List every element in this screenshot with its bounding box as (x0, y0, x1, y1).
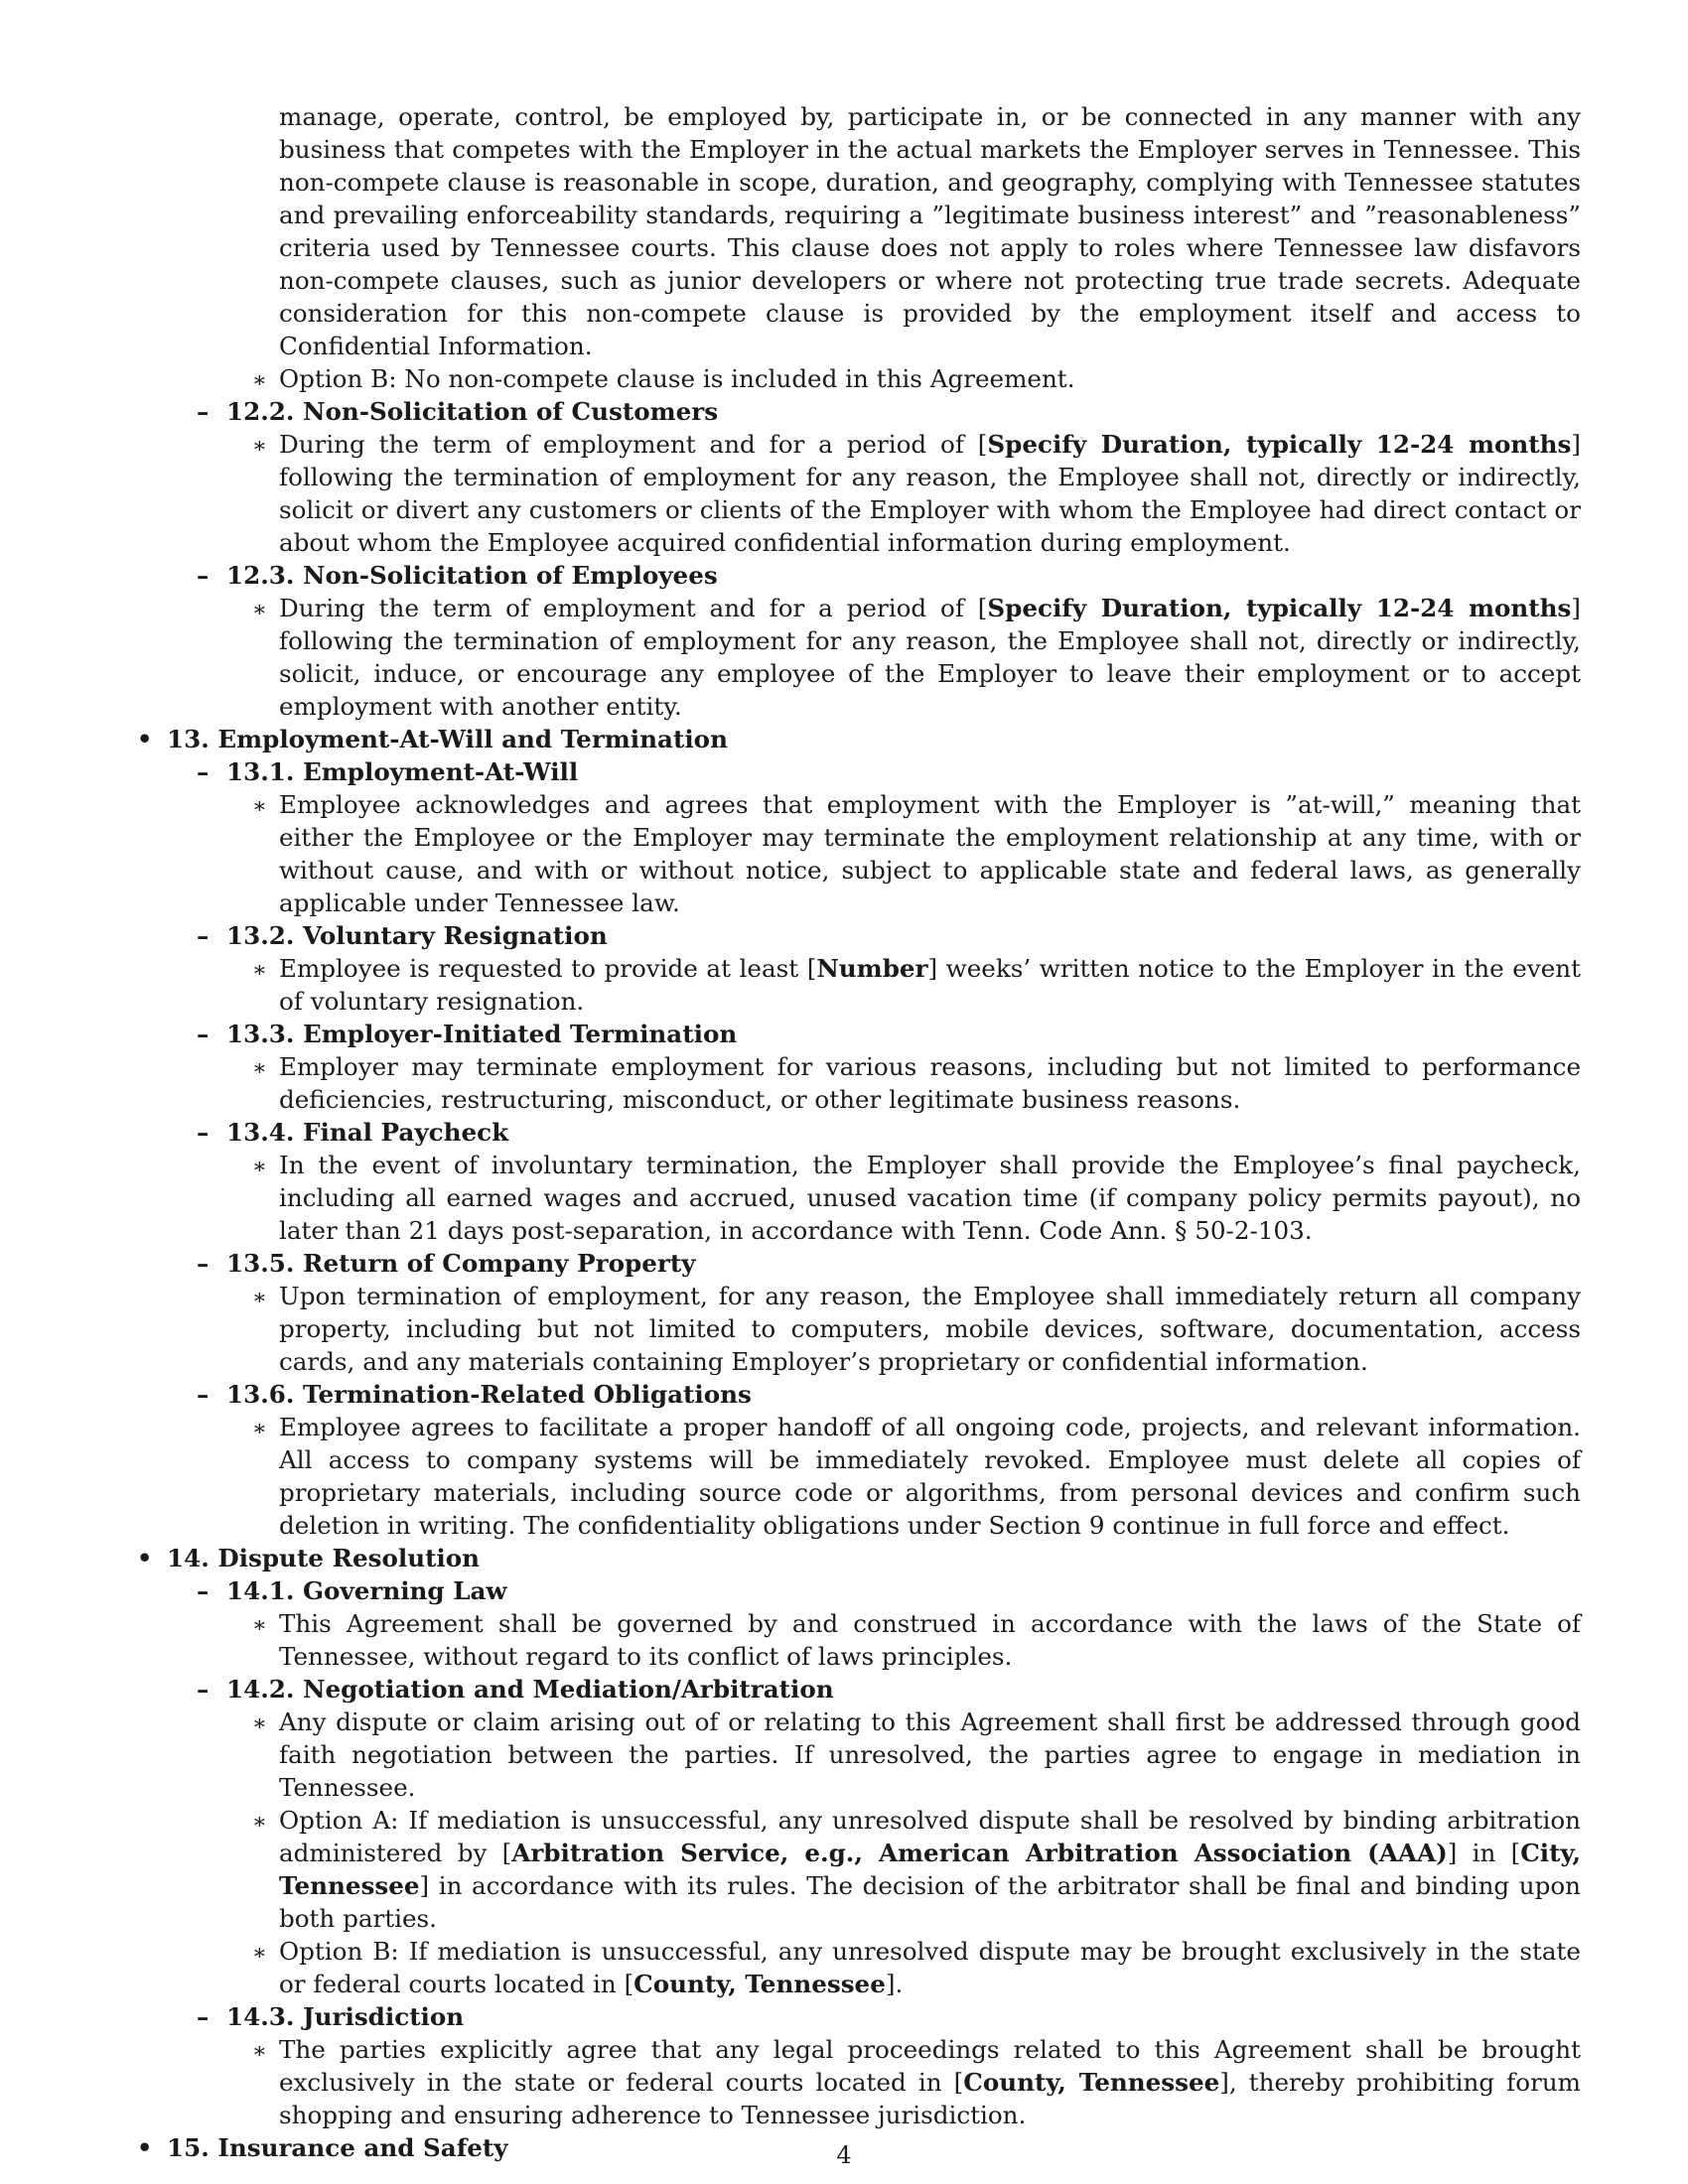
noncompete-option-b: ∗ Option B: No non-compete clause is included in this Agreement. (279, 362, 1581, 395)
star-marker: ∗ (252, 1417, 267, 1441)
noncompete-continuation: manage, operate, control, be employed by, participate in, or be connected in any manner with any business that competes with the Employer in the actual markets the Employer serves in Tennessee. This non-compete clause is reasonable in scope, duration, and geography, complying with Tennessee statutes and prevailing enforceability standards, requiring a ”legitimate business interest” and ”reasonableness” criteria used by Tennessee courts. This clause does not apply to roles where Tennessee law disfavors non-compete clauses, such as junior developers or where not protecting true trade secrets. Adequate consideration for this non-compete clause is provided by the employment itself and access to Confidential Information. (279, 102, 1581, 360)
star-marker: ∗ (252, 1711, 267, 1736)
bullet-marker: • (137, 725, 153, 753)
page-number: 4 (836, 2141, 852, 2169)
section-12-2-heading: – 12.2. Non-Solicitation of Customers (197, 397, 719, 426)
section-15-heading: • 15. Insurance and Safety (137, 2133, 508, 2162)
dash-marker: – (197, 921, 210, 950)
star-marker: ∗ (252, 1056, 267, 1081)
star-marker: ∗ (252, 598, 267, 622)
dash-marker: – (197, 397, 210, 426)
dash-marker: – (197, 1576, 210, 1605)
dash-marker: – (197, 561, 210, 590)
star-marker: ∗ (252, 1286, 267, 1310)
star-marker: ∗ (252, 1155, 267, 1179)
section-14-1-heading: – 14.1. Governing Law (197, 1576, 507, 1605)
section-13-2-text: ∗ Employee is requested to provide at least [Number] weeks’ written notice to the Employer in the event of voluntary resignation. (252, 954, 1581, 1016)
star-marker: ∗ (252, 1810, 267, 1835)
star-marker: ∗ (252, 368, 267, 393)
section-14-3-heading: – 14.3. Jurisdiction (197, 2002, 465, 2031)
section-13-5-text: ∗ Upon termination of employment, for any reason, the Employee shall immediately return all company property, including but not limited to computers, mobile devices, software, documentation, access cards, and any materials containing Employer’s proprietary or confidential information. (252, 1282, 1581, 1376)
star-marker: ∗ (252, 434, 267, 459)
section-13-6-heading: – 13.6. Termination-Related Obligations (197, 1380, 752, 1409)
dash-marker: – (197, 1380, 210, 1409)
section-14-2-option-b: ∗ Option B: If mediation is unsuccessful, any unresolved dispute may be brought exclusively in the state or federal courts located in [County, Tennessee]. (252, 1937, 1581, 1998)
star-marker: ∗ (252, 794, 267, 819)
section-13-6-text: ∗ Employee agrees to facilitate a proper handoff of all ongoing code, projects, and relevant information. All access to company systems will be immediately revoked. Employee must delete all copies of proprietary materials, including source code or algorithms, from personal devices and confirm such deletion in writing. The confidentiality obligations under Section 9 continue in full force and effect. (252, 1413, 1581, 1540)
section-14-heading: • 14. Dispute Resolution (137, 1544, 481, 1572)
dash-marker: – (197, 1249, 210, 1278)
dash-marker: – (197, 1118, 210, 1147)
section-13-1-heading: – 13.1. Employment-At-Will (197, 757, 579, 786)
star-marker: ∗ (252, 958, 267, 983)
dash-marker: – (197, 1675, 210, 1704)
dash-marker: – (197, 1020, 210, 1048)
section-13-4-text: ∗ In the event of involuntary termination, the Employer shall provide the Employee’s final paycheck, including all earned wages and accrued, unused vacation time (if company policy permits payout), no later than 21 days post-separation, in accordance with Tenn. Code Ann. § 50-2-103. (252, 1151, 1581, 1245)
star-marker: ∗ (252, 1613, 267, 1638)
section-13-1-text: ∗ Employee acknowledges and agrees that employment with the Employer is ”at-will,” meaning that either the Employee or the Employer may terminate the employment relationship at any time, with or without cause, and with or without notice, subject to applicable state and federal laws, as generally applicable under Tennessee law. (252, 790, 1581, 917)
section-13-3-text: ∗ Employer may terminate employment for various reasons, including but not limited to performance deficiencies, restructuring, misconduct, or other legitimate business reasons. (252, 1052, 1581, 1114)
document-body (0, 100, 1688, 2164)
dash-marker: – (197, 2002, 210, 2031)
star-marker: ∗ (252, 1941, 267, 1966)
section-12-3-heading: – 12.3. Non-Solicitation of Employees (197, 561, 718, 590)
section-13-3-heading: – 13.3. Employer-Initiated Termination (197, 1020, 738, 1048)
section-14-2-heading: – 14.2. Negotiation and Mediation/Arbitration (197, 1675, 834, 1704)
section-13-heading: • 13. Employment-At-Will and Termination (137, 725, 728, 753)
section-14-3-text: ∗ The parties explicitly agree that any legal proceedings related to this Agreement shall be brought exclusively in the state or federal courts located in [County, Tennessee], thereby prohibiting forum shopping and ensuring adherence to Tennessee jurisdiction. (252, 2035, 1581, 2129)
bullet-marker: • (137, 1544, 153, 1572)
dash-marker: – (197, 757, 210, 786)
section-13-5-heading: – 13.5. Return of Company Property (197, 1249, 696, 1278)
bullet-marker: • (137, 2133, 153, 2162)
section-12-2-text: ∗ During the term of employment and for a period of [Specify Duration, typically 12-24 months] following the termination of employment for any reason, the Employee shall not, directly or indirectly, solicit or divert any customers or clients of the Employer with whom the Employee had direct contact or about whom the Employee acquired confidential information during employment. (252, 430, 1581, 557)
section-14-1-text: ∗ This Agreement shall be governed by and construed in accordance with the laws of the State of Tennessee, without regard to its conflict of laws principles. (252, 1609, 1581, 1671)
section-14-2-option-a: ∗ Option A: If mediation is unsuccessful, any unresolved dispute shall be resolved by binding arbitration administered by [Arbitration Service, e.g., American Arbitration Association (AAA)] in [City, Tennessee] in accordance with its rules. The decision of the arbitrator shall be final and binding upon both parties. (252, 1806, 1582, 1933)
section-13-4-heading: – 13.4. Final Paycheck (197, 1118, 509, 1147)
star-marker: ∗ (252, 2039, 267, 2064)
section-12-3-text: ∗ During the term of employment and for a period of [Specify Duration, typically 12-24 months] following the termination of employment for any reason, the Employee shall not, directly or indirectly, solicit, induce, or encourage any employee of the Employer to leave their employment or to accept employment with another entity. (252, 594, 1581, 721)
section-13-2-heading: – 13.2. Voluntary Resignation (197, 921, 608, 950)
section-14-2-text-negotiation: ∗ Any dispute or claim arising out of or relating to this Agreement shall first be addressed through good faith negotiation between the parties. If unresolved, the parties agree to engage in mediation in Tennessee. (252, 1707, 1581, 1802)
